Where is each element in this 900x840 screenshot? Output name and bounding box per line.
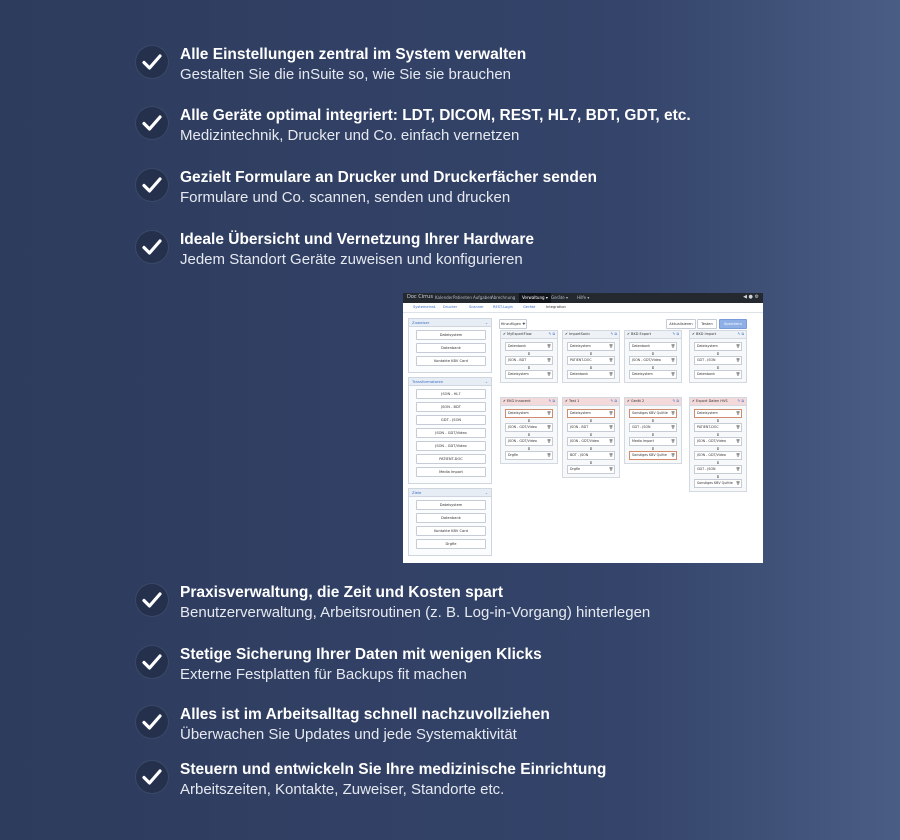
trash-icon[interactable]: 🗑: [670, 425, 675, 429]
flow-card-header: [563, 331, 619, 339]
trash-icon[interactable]: 🗑: [735, 425, 740, 429]
flow-step[interactable]: [694, 437, 742, 446]
arrow-down-icon: ⬇: [527, 351, 531, 356]
nav-item[interactable]: Kalender: [435, 295, 453, 300]
flow-step-label: JSON - GDT/Video: [508, 439, 537, 443]
trash-icon[interactable]: 🗑: [670, 358, 675, 362]
component-item[interactable]: JSON - HL7: [416, 389, 486, 399]
flow-step-label: Dateisystem: [697, 344, 718, 348]
app-subnav: [403, 303, 763, 313]
arrow-down-icon: ⬇: [716, 418, 720, 423]
flow-step[interactable]: [694, 423, 742, 432]
trash-icon[interactable]: 🗑: [608, 453, 613, 457]
panel-header[interactable]: [409, 489, 491, 497]
subnav-tab[interactable]: Geräte: [523, 305, 536, 309]
arrow-down-icon: ⬇: [527, 418, 531, 423]
edit-icon[interactable]: ✎ ⧉: [610, 332, 617, 336]
flow-card-header: [501, 331, 557, 339]
trash-icon[interactable]: 🗑: [735, 467, 740, 471]
arrow-down-icon: ⬇: [651, 365, 655, 370]
arrow-down-icon: ⬇: [651, 351, 655, 356]
feature-item: [136, 706, 876, 750]
trash-icon[interactable]: 🗑: [735, 481, 740, 485]
arrow-down-icon: ⬇: [716, 460, 720, 465]
chevron-down-icon: ⌄: [484, 379, 488, 384]
trash-icon[interactable]: 🗑: [546, 411, 551, 415]
arrow-down-icon: ⬇: [589, 446, 593, 451]
flow-step[interactable]: [567, 437, 615, 446]
nav-item[interactable]: Hilfe ▾: [577, 295, 590, 300]
component-item[interactable]: GDT - JSON: [416, 415, 486, 425]
flow-title: ✔ Export Daten HVS: [692, 399, 728, 403]
flow-step-label: Dateisystem: [570, 411, 591, 415]
trash-icon[interactable]: 🗑: [735, 453, 740, 457]
trash-icon[interactable]: 🗑: [670, 372, 675, 376]
feature-title: Gezielt Formulare an Drucker und Druckerfächer senden: [180, 169, 597, 186]
edit-icon[interactable]: ✎ ⧉: [737, 399, 744, 403]
component-item[interactable]: Drgfle: [416, 539, 486, 549]
trash-icon[interactable]: 🗑: [735, 411, 740, 415]
trash-icon[interactable]: 🗑: [546, 372, 551, 376]
flow-step[interactable]: [694, 479, 742, 488]
feature-title: Alle Einstellungen zentral im System verwalten: [180, 46, 527, 63]
flow-card-header: [501, 398, 557, 406]
flow-step-label: BDT - JSON: [570, 453, 589, 457]
add-flow-button[interactable]: Hinzufügen ✚: [499, 319, 527, 329]
trash-icon[interactable]: 🗑: [546, 439, 551, 443]
arrow-down-icon: ⬇: [716, 351, 720, 356]
feature-title: Ideale Übersicht und Vernetzung Ihrer Hardware: [180, 231, 535, 248]
feature-title: Stetige Sicherung Ihrer Daten mit wenigen Klicks: [180, 646, 542, 663]
flow-step-label: JSON - GDT/Video: [697, 439, 726, 443]
chevron-down-icon: ⌄: [484, 320, 488, 325]
flow-step[interactable]: [567, 423, 615, 432]
checkmark-icon: [136, 231, 168, 263]
feature-item: [136, 107, 876, 151]
feature-description: Jedem Standort Geräte zuweisen und konfigurieren: [180, 251, 523, 268]
flow-step[interactable]: [629, 370, 677, 379]
flow-card: [624, 397, 682, 464]
flow-step[interactable]: [505, 423, 553, 432]
arrow-down-icon: ⬇: [589, 460, 593, 465]
arrow-down-icon: ⬇: [716, 432, 720, 437]
arrow-down-icon: ⬇: [589, 351, 593, 356]
component-item[interactable]: PATIENT-DOC: [416, 454, 486, 464]
edit-icon[interactable]: ✎ ⧉: [737, 332, 744, 336]
feature-description: Benutzerverwaltung, Arbeitsroutinen (z. B. Log-in-Vorgang) hinterlegen: [180, 604, 651, 621]
flow-step-label: Drgfle: [570, 467, 581, 471]
flow-card-header: [690, 331, 746, 339]
checkmark-icon: [136, 761, 168, 793]
flow-card: [562, 397, 620, 478]
arrow-down-icon: ⬇: [716, 474, 720, 479]
flow-step[interactable]: [694, 409, 742, 418]
flow-title: ✔ BKD Import: [692, 332, 717, 336]
flow-step-label: Dateisystem: [632, 372, 653, 376]
nav-item[interactable]: Verwaltung ▾: [519, 293, 551, 303]
flow-card: [562, 330, 620, 383]
flow-step-label: Dateisystem: [570, 344, 591, 348]
flow-card: [689, 330, 747, 383]
edit-icon[interactable]: ✎ ⧉: [548, 332, 555, 336]
panel-title: Ziele: [412, 490, 422, 495]
flow-step[interactable]: [567, 356, 615, 365]
component-panel: [408, 488, 492, 556]
component-item[interactable]: Datenbank: [416, 513, 486, 523]
flow-step[interactable]: [505, 451, 553, 460]
component-item[interactable]: Datenbank: [416, 343, 486, 353]
flow-card: [500, 330, 558, 383]
subnav-tab[interactable]: Drucker: [443, 305, 458, 309]
flow-step[interactable]: [505, 437, 553, 446]
trash-icon[interactable]: 🗑: [608, 425, 613, 429]
feature-title: Praxisverwaltung, die Zeit und Kosten spart: [180, 584, 503, 601]
nav-item[interactable]: Aufgaben: [473, 295, 493, 300]
trash-icon[interactable]: 🗑: [546, 453, 551, 457]
panel-title: Transformatoren: [412, 379, 444, 384]
trash-icon[interactable]: 🗑: [670, 411, 675, 415]
app-brand: Doc Cirrus: [407, 294, 433, 300]
trash-icon[interactable]: 🗑: [608, 358, 613, 362]
flow-step-label: Sonstiges KBV Quittie: [632, 411, 668, 415]
flow-step-label: Sonstiges KBV Quitte: [632, 453, 667, 457]
flow-step[interactable]: [629, 423, 677, 432]
trash-icon[interactable]: 🗑: [608, 439, 613, 443]
app-screenshot: [403, 293, 763, 563]
save-button[interactable]: Speichern: [719, 319, 747, 329]
subnav-tab[interactable]: Integration: [546, 305, 566, 309]
checkmark-icon: [136, 46, 168, 78]
flow-step[interactable]: [694, 356, 742, 365]
flow-step-label: Media Import: [632, 439, 654, 443]
flow-title: ✔ BKD Export: [627, 332, 652, 336]
arrow-down-icon: ⬇: [589, 365, 593, 370]
arrow-down-icon: ⬇: [589, 418, 593, 423]
topbar-icons: ◀ ● ⚙: [743, 294, 759, 300]
flow-step[interactable]: [629, 342, 677, 351]
feature-description: Gestalten Sie die inSuite so, wie Sie sie brauchen: [180, 66, 512, 83]
flow-step[interactable]: [505, 370, 553, 379]
edit-icon[interactable]: ✎ ⧉: [672, 332, 679, 336]
flow-step[interactable]: [567, 370, 615, 379]
flow-step-label: JSON - BDT: [570, 425, 589, 429]
nav-item[interactable]: Geräte ▾: [551, 295, 568, 300]
feature-item: [136, 169, 876, 213]
subnav-tab[interactable]: Systemeinst.: [413, 305, 437, 309]
checkmark-icon: [136, 646, 168, 678]
flow-title: ✔ MyExportFlow: [503, 332, 532, 336]
arrow-down-icon: ⬇: [527, 432, 531, 437]
feature-description: Externe Festplatten für Backups fit machen: [180, 666, 467, 683]
edit-icon[interactable]: ✎ ⧉: [610, 399, 617, 403]
flow-card: [500, 397, 558, 464]
arrow-down-icon: ⬇: [589, 432, 593, 437]
checkmark-icon: [136, 584, 168, 616]
flow-step-label: GDT - JSON: [632, 425, 651, 429]
flow-step[interactable]: [567, 342, 615, 351]
flow-step[interactable]: [694, 451, 742, 460]
nav-item[interactable]: Abrechnung: [491, 295, 516, 300]
trash-icon[interactable]: 🗑: [546, 358, 551, 362]
feature-description: Überwachen Sie Updates und jede Systemaktivität: [180, 726, 517, 743]
flow-step[interactable]: [567, 465, 615, 474]
flow-step-label: Datenbank: [632, 344, 651, 348]
arrow-down-icon: ⬇: [527, 365, 531, 370]
arrow-down-icon: ⬇: [527, 446, 531, 451]
flow-step-label: GDT - JSON: [697, 358, 716, 362]
component-item[interactable]: Dateisystem: [416, 500, 486, 510]
flow-card-header: [625, 398, 681, 406]
panel-header[interactable]: [409, 319, 491, 327]
feature-description: Formulare und Co. scannen, senden und drucken: [180, 189, 511, 206]
flow-title: ✔ Gerät 2: [627, 399, 645, 403]
flow-step[interactable]: [694, 465, 742, 474]
flow-step[interactable]: [629, 356, 677, 365]
flow-card-header: [563, 398, 619, 406]
feature-title: Alles ist im Arbeitsalltag schnell nachzuvollziehen: [180, 706, 550, 723]
flow-step-label: JSON - GDT/Video: [570, 439, 599, 443]
trash-icon[interactable]: 🗑: [735, 372, 740, 376]
component-item[interactable]: JSON - GDT/Video: [416, 441, 486, 451]
flow-step-label: Dateisystem: [697, 411, 718, 415]
feature-item: [136, 761, 876, 805]
component-panel: [408, 377, 492, 484]
trash-icon[interactable]: 🗑: [735, 358, 740, 362]
flow-step-label: Drgfle: [508, 453, 519, 457]
feature-title: Steuern und entwickeln Sie Ihre medizinische Einrichtung: [180, 761, 607, 778]
trash-icon[interactable]: 🗑: [608, 372, 613, 376]
checkmark-icon: [136, 169, 168, 201]
flow-step-label: Dateisystem: [508, 411, 529, 415]
flow-step[interactable]: [694, 342, 742, 351]
feature-description: Medizintechnik, Drucker und Co. einfach vernetzen: [180, 127, 520, 144]
flow-step-label: Datenbank: [508, 344, 527, 348]
arrow-down-icon: ⬇: [651, 432, 655, 437]
flow-step-label: JSON - GDT/Video: [697, 453, 726, 457]
flow-step[interactable]: [505, 356, 553, 365]
trash-icon[interactable]: 🗑: [608, 467, 613, 471]
test-button[interactable]: Testen: [697, 319, 717, 329]
flow-step-label: JSON - GDT/Video: [632, 358, 661, 362]
flow-card-header: [625, 331, 681, 339]
refresh-button[interactable]: Aktualisieren: [666, 319, 696, 329]
arrow-down-icon: ⬇: [716, 446, 720, 451]
trash-icon[interactable]: 🗑: [670, 453, 675, 457]
chevron-down-icon: ⌄: [484, 490, 488, 495]
flow-step-label: Dateisystem: [508, 372, 529, 376]
subnav-tab[interactable]: REST-Login: [493, 305, 513, 309]
flow-step-label: JSON - BDT: [508, 358, 527, 362]
flow-card: [624, 330, 682, 383]
component-panel: [408, 318, 492, 373]
component-item[interactable]: JSON - GDT/Video: [416, 428, 486, 438]
flow-step-label: Datenbank: [570, 372, 589, 376]
flow-step[interactable]: [629, 409, 677, 418]
flow-step-label: Sonstiges KBV Quittie: [697, 481, 733, 485]
flow-card-header: [690, 398, 746, 406]
component-item[interactable]: JSON - BDT: [416, 402, 486, 412]
checkmark-icon: [136, 706, 168, 738]
trash-icon[interactable]: 🗑: [670, 344, 675, 348]
flow-step[interactable]: [629, 437, 677, 446]
arrow-down-icon: ⬇: [651, 446, 655, 451]
subnav-tab[interactable]: Scanner: [469, 305, 484, 309]
trash-icon[interactable]: 🗑: [608, 411, 613, 415]
flow-card: [689, 397, 747, 492]
trash-icon[interactable]: 🗑: [546, 425, 551, 429]
edit-icon[interactable]: ✎ ⧉: [672, 399, 679, 403]
flow-step[interactable]: [567, 409, 615, 418]
nav-item[interactable]: Patienten: [453, 295, 472, 300]
feature-description: Arbeitszeiten, Kontakte, Zuweiser, Standorte etc.: [180, 781, 505, 798]
trash-icon[interactable]: 🗑: [670, 439, 675, 443]
component-item[interactable]: Kontakte KBV Card: [416, 526, 486, 536]
trash-icon[interactable]: 🗑: [546, 344, 551, 348]
flow-step-label: JSON - GDT/Video: [508, 425, 537, 429]
flow-step-label: GDT - JSON: [697, 467, 716, 471]
component-item[interactable]: Media Import: [416, 467, 486, 477]
flow-step[interactable]: [567, 451, 615, 460]
panel-header[interactable]: [409, 378, 491, 386]
feature-item: [136, 46, 876, 90]
trash-icon[interactable]: 🗑: [608, 344, 613, 348]
flow-step[interactable]: [505, 409, 553, 418]
flow-step-label: PATIENT-DOC: [697, 425, 719, 429]
checkmark-icon: [136, 107, 168, 139]
panel-title: Zuweiser: [412, 320, 430, 325]
trash-icon[interactable]: 🗑: [735, 439, 740, 443]
trash-icon[interactable]: 🗑: [735, 344, 740, 348]
component-item[interactable]: Kontakte KBV Card: [416, 356, 486, 366]
flow-title: ✔ Test 1: [565, 399, 580, 403]
feature-title: Alle Geräte optimal integriert: LDT, DICOM, REST, HL7, BDT, GDT, etc.: [180, 107, 691, 124]
arrow-down-icon: ⬇: [716, 365, 720, 370]
flow-step[interactable]: [505, 342, 553, 351]
component-item[interactable]: Dateisystem: [416, 330, 486, 340]
flow-step-label: PATIENT-DOC: [570, 358, 592, 362]
feature-item: [136, 231, 876, 275]
app-topbar: [403, 293, 763, 303]
flow-title: ✔ ImportSonic: [565, 332, 591, 336]
flow-step-label: Datenbank: [697, 372, 716, 376]
feature-item: [136, 646, 876, 690]
flow-step[interactable]: [629, 451, 677, 460]
flow-step[interactable]: [694, 370, 742, 379]
edit-icon[interactable]: ✎ ⧉: [548, 399, 555, 403]
arrow-down-icon: ⬇: [651, 418, 655, 423]
feature-item: [136, 584, 876, 628]
flow-title: ✔ EKG Innocent: [503, 399, 531, 403]
